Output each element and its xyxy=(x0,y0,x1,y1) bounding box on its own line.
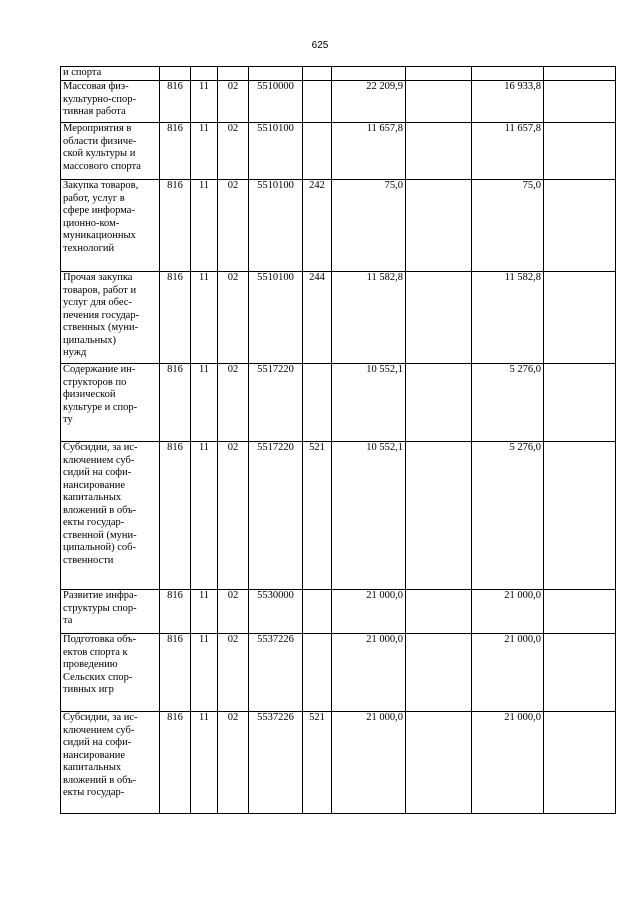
table-row xyxy=(61,67,616,81)
cell-name: Подготовка объ- ектов спорта к проведению Сельских спор- тивных игр xyxy=(61,634,160,712)
cell-empty-2 xyxy=(544,590,616,634)
cell-article: 5537226 xyxy=(249,712,303,814)
cell-empty-1 xyxy=(406,634,472,712)
cell-expense-type xyxy=(303,364,332,442)
cell-empty-1 xyxy=(406,364,472,442)
cell-empty-2 xyxy=(544,123,616,180)
cell-name: Субсидии, за ис- ключением суб- сидий на софи- нансирование капитальных вложений в объ- екты государ- ственной (муни- ципальной) соб- ственности xyxy=(61,442,160,590)
cell-article: 5517220 xyxy=(249,442,303,590)
cell-expense-type: 521 xyxy=(303,712,332,814)
cell-subsection: 02 xyxy=(218,634,249,712)
cell-empty-1 xyxy=(406,590,472,634)
cell-section: 11 xyxy=(191,590,218,634)
cell-empty-2 xyxy=(544,81,616,123)
cell-sum-1: 75,0 xyxy=(332,180,406,272)
cell-subsection: 02 xyxy=(218,123,249,180)
cell-sum-2: 11 657,8 xyxy=(472,123,544,180)
cell-section: 11 xyxy=(191,272,218,364)
table-row xyxy=(61,81,616,123)
table-row xyxy=(61,123,616,180)
cell-ministry-code: 816 xyxy=(160,123,191,180)
cell-subsection xyxy=(218,67,249,81)
cell-ministry-code: 816 xyxy=(160,180,191,272)
cell-article xyxy=(249,67,303,81)
cell-sum-2: 21 000,0 xyxy=(472,590,544,634)
cell-sum-2: 5 276,0 xyxy=(472,364,544,442)
table-row xyxy=(61,590,616,634)
cell-expense-type xyxy=(303,590,332,634)
cell-sum-2: 16 933,8 xyxy=(472,81,544,123)
cell-expense-type: 242 xyxy=(303,180,332,272)
cell-name: Субсидии, за ис- ключением суб- сидий на софи- нансирование капитальных вложений в объ- екты государ- xyxy=(61,712,160,814)
cell-sum-2: 75,0 xyxy=(472,180,544,272)
table-row xyxy=(61,634,616,712)
cell-section: 11 xyxy=(191,364,218,442)
cell-empty-1 xyxy=(406,272,472,364)
cell-name: Прочая закупка товаров, работ и услуг для обес- печения государ- ственных (муни- ципальных) нужд xyxy=(61,272,160,364)
cell-ministry-code: 816 xyxy=(160,634,191,712)
cell-sum-2 xyxy=(472,67,544,81)
cell-section: 11 xyxy=(191,180,218,272)
table-row xyxy=(61,712,616,814)
cell-expense-type: 521 xyxy=(303,442,332,590)
table-row xyxy=(61,180,616,272)
cell-empty-2 xyxy=(544,712,616,814)
cell-article: 5530000 xyxy=(249,590,303,634)
budget-table xyxy=(60,66,616,814)
cell-section: 11 xyxy=(191,712,218,814)
cell-expense-type xyxy=(303,123,332,180)
cell-expense-type xyxy=(303,67,332,81)
cell-name: Развитие инфра- структуры спор- та xyxy=(61,590,160,634)
cell-sum-2: 21 000,0 xyxy=(472,634,544,712)
cell-article: 5510000 xyxy=(249,81,303,123)
cell-sum-1: 21 000,0 xyxy=(332,590,406,634)
cell-section: 11 xyxy=(191,81,218,123)
cell-ministry-code: 816 xyxy=(160,590,191,634)
cell-empty-1 xyxy=(406,180,472,272)
cell-subsection: 02 xyxy=(218,180,249,272)
cell-subsection: 02 xyxy=(218,364,249,442)
cell-sum-1: 10 552,1 xyxy=(332,364,406,442)
table-body xyxy=(61,67,616,814)
cell-sum-1: 21 000,0 xyxy=(332,712,406,814)
cell-ministry-code: 816 xyxy=(160,364,191,442)
table-row xyxy=(61,442,616,590)
cell-ministry-code: 816 xyxy=(160,272,191,364)
cell-expense-type xyxy=(303,81,332,123)
cell-ministry-code xyxy=(160,67,191,81)
cell-article: 5510100 xyxy=(249,123,303,180)
page-number: 625 xyxy=(311,40,329,51)
table-row xyxy=(61,364,616,442)
cell-sum-1: 22 209,9 xyxy=(332,81,406,123)
cell-ministry-code: 816 xyxy=(160,81,191,123)
cell-empty-1 xyxy=(406,67,472,81)
cell-sum-1 xyxy=(332,67,406,81)
cell-sum-1: 11 657,8 xyxy=(332,123,406,180)
cell-name: Содержание ин- структоров по физической культуре и спор- ту xyxy=(61,364,160,442)
cell-section xyxy=(191,67,218,81)
cell-subsection: 02 xyxy=(218,272,249,364)
cell-article: 5510100 xyxy=(249,180,303,272)
cell-sum-1: 21 000,0 xyxy=(332,634,406,712)
cell-name: Массовая физ- культурно-спор- тивная работа xyxy=(61,81,160,123)
cell-empty-2 xyxy=(544,634,616,712)
cell-empty-1 xyxy=(406,81,472,123)
table-row xyxy=(61,272,616,364)
cell-sum-2: 21 000,0 xyxy=(472,712,544,814)
cell-empty-2 xyxy=(544,180,616,272)
cell-empty-1 xyxy=(406,442,472,590)
cell-empty-1 xyxy=(406,712,472,814)
cell-article: 5517220 xyxy=(249,364,303,442)
cell-name: и спорта xyxy=(61,67,160,81)
cell-subsection: 02 xyxy=(218,442,249,590)
cell-section: 11 xyxy=(191,442,218,590)
cell-sum-1: 11 582,8 xyxy=(332,272,406,364)
cell-empty-2 xyxy=(544,364,616,442)
cell-subsection: 02 xyxy=(218,590,249,634)
cell-expense-type xyxy=(303,634,332,712)
cell-empty-1 xyxy=(406,123,472,180)
cell-empty-2 xyxy=(544,442,616,590)
cell-article: 5537226 xyxy=(249,634,303,712)
cell-name: Закупка товаров, работ, услуг в сфере информа- ционно-ком- муникационных технологий xyxy=(61,180,160,272)
cell-ministry-code: 816 xyxy=(160,442,191,590)
cell-name: Мероприятия в области физиче- ской культуры и массового спорта xyxy=(61,123,160,180)
cell-empty-2 xyxy=(544,272,616,364)
cell-empty-2 xyxy=(544,67,616,81)
cell-subsection: 02 xyxy=(218,81,249,123)
cell-section: 11 xyxy=(191,123,218,180)
cell-sum-2: 11 582,8 xyxy=(472,272,544,364)
cell-section: 11 xyxy=(191,634,218,712)
cell-ministry-code: 816 xyxy=(160,712,191,814)
cell-expense-type: 244 xyxy=(303,272,332,364)
cell-sum-1: 10 552,1 xyxy=(332,442,406,590)
cell-article: 5510100 xyxy=(249,272,303,364)
cell-sum-2: 5 276,0 xyxy=(472,442,544,590)
cell-subsection: 02 xyxy=(218,712,249,814)
